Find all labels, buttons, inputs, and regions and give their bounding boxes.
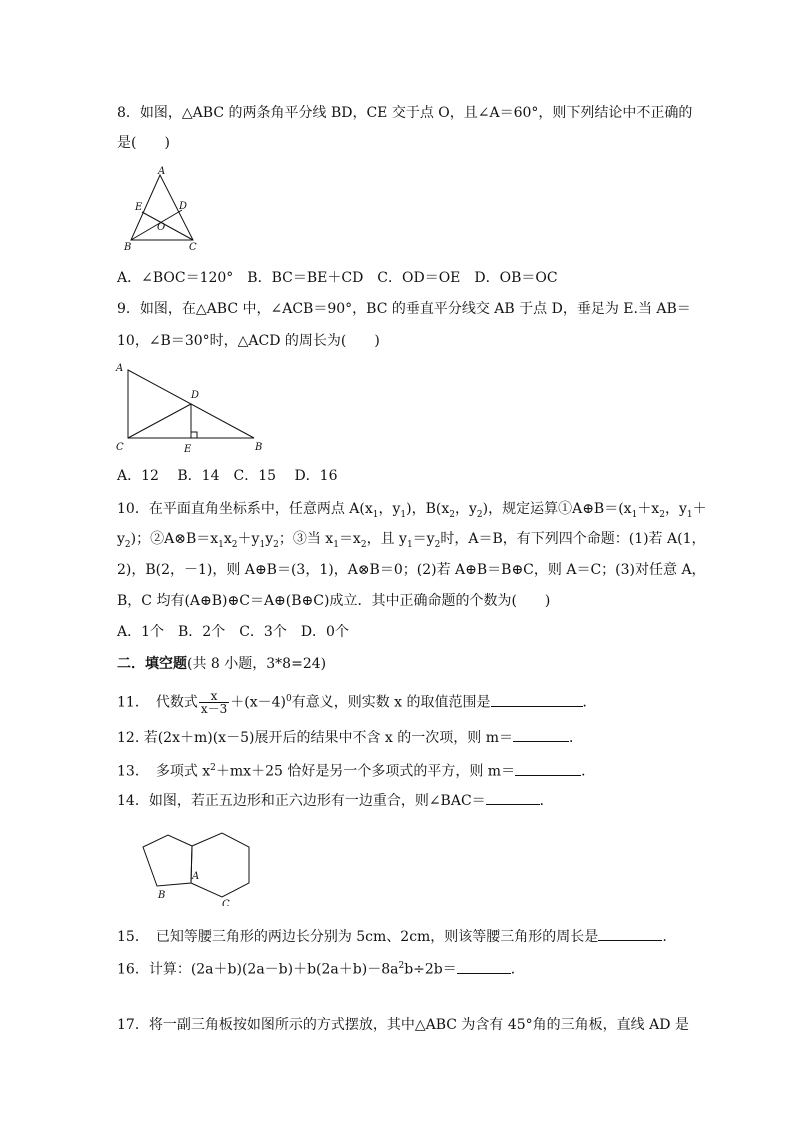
q17-line: 17．将一副三角板按如图所示的方式摆放，其中△ABC 为含有 45°角的三角板，直线 AD 是 xyxy=(117,1017,689,1033)
q9-line2: 10，∠B＝30°时，△ACD 的周长为( ) xyxy=(117,333,380,349)
q8-label-c: C xyxy=(189,242,197,253)
q8-label-e: E xyxy=(135,202,143,213)
q9-figure xyxy=(112,360,272,456)
q8-figure xyxy=(120,165,210,253)
q11-fraction: $\frac{x}{x-3}$ xyxy=(200,689,228,717)
q14-label-b: B xyxy=(158,890,166,901)
q16-line: 16．计算：$(2a+b)(2a-b)+b(2a+b)-8a^2b\div 2b=$ ． xyxy=(117,957,525,979)
q16-blank[interactable] xyxy=(457,959,511,974)
q10-line1: 10．在平面直角坐标系中，任意两点 $A(x_1$，$y_1$)，$B(x_2$，$y_2$)，规定运算$①A\oplus B=(x_1+x_2$，$y_1+$ xyxy=(117,501,707,520)
q14-line: 14．如图，若正五边形和正六边形有一边重合，则∠BAC＝ ． xyxy=(117,790,554,810)
q14-label-a: A xyxy=(192,871,200,882)
q9-label-b: B xyxy=(255,442,263,453)
q9-label-d: D xyxy=(191,390,200,401)
q14-label-c: C xyxy=(222,899,230,906)
q9-label-a: A xyxy=(116,363,124,374)
section2-note: (共 8 小题，3*8=24) xyxy=(187,656,327,672)
q9-line1: 9．如图，在△ABC 中，∠ACB＝90°，BC 的垂直平分线交 AB 于点 D，垂足为 E.当 AB＝ xyxy=(117,301,691,317)
q13-blank[interactable] xyxy=(515,761,581,776)
q8-label-b: B xyxy=(124,242,132,253)
section2-title: 二．填空题 xyxy=(117,656,187,672)
q11-blank[interactable] xyxy=(491,692,583,707)
q10-line4: B，C 均有(A⊕B)⊕C＝A⊕(B⊕C)成立．其中正确命题的个数为( ) xyxy=(117,593,551,609)
section2-heading xyxy=(117,655,326,673)
q9-options: A．12 B．14 C．15 D．16 xyxy=(117,468,338,484)
q15-line: 15． 已知等腰三角形的两边长分别为 5cm、2cm，则该等腰三角形的周长是 . xyxy=(117,926,667,946)
q12-blank[interactable] xyxy=(513,727,569,742)
q10-options: A．1个 B．2个 C．3个 D．0个 xyxy=(117,624,349,640)
q15-blank[interactable] xyxy=(598,926,662,941)
q10-line2: $y_2$)；$②A\otimes B=x_1x_2+y_1y_2$；③当 $x_1=x_2$，且 $y_1=y_2$时，A＝B，有下列四个命题：(1)若 A(1， xyxy=(117,531,706,550)
q13-line: 13． 多项式 $x^2+mx+25$ 恰好是另一个多项式的平方，则 m＝ ． xyxy=(117,759,595,781)
q8-line2: 是( ) xyxy=(117,135,170,151)
q8-line1: 8．如图，△ABC 的两条角平分线 BD，CE 交于点 O，且∠A＝60°，则下列结论中不正确的 xyxy=(117,105,693,121)
q14-blank[interactable] xyxy=(486,790,540,805)
q8-options: A．∠BOC＝120° B．BC＝BE＋CD C．OD＝OE D．OB＝OC xyxy=(117,270,558,286)
q9-label-c: C xyxy=(116,442,124,453)
q8-label-a: A xyxy=(158,166,166,177)
q8-label-d: D xyxy=(179,201,188,212)
q14-figure xyxy=(132,826,262,906)
q9-label-e: E xyxy=(184,444,192,455)
q11-line: 11． 代数式 $\frac{x}{x-3}$ $+(x-4)^0$有意义，则实数 x 的取值范围是 ． xyxy=(117,689,597,717)
q8-label-o: O xyxy=(157,222,166,233)
q12-line: 12. 若(2x＋m)(x－5)展开后的结果中不含 x 的一次项，则 m＝ ． xyxy=(117,727,583,747)
q10-line3: 2)，B(2，－1)，则 A⊕B＝(3，1)，A⊗B＝0；(2)若 A⊕B＝B⊕C，则 A＝C；(3)对任意 A， xyxy=(117,562,706,578)
